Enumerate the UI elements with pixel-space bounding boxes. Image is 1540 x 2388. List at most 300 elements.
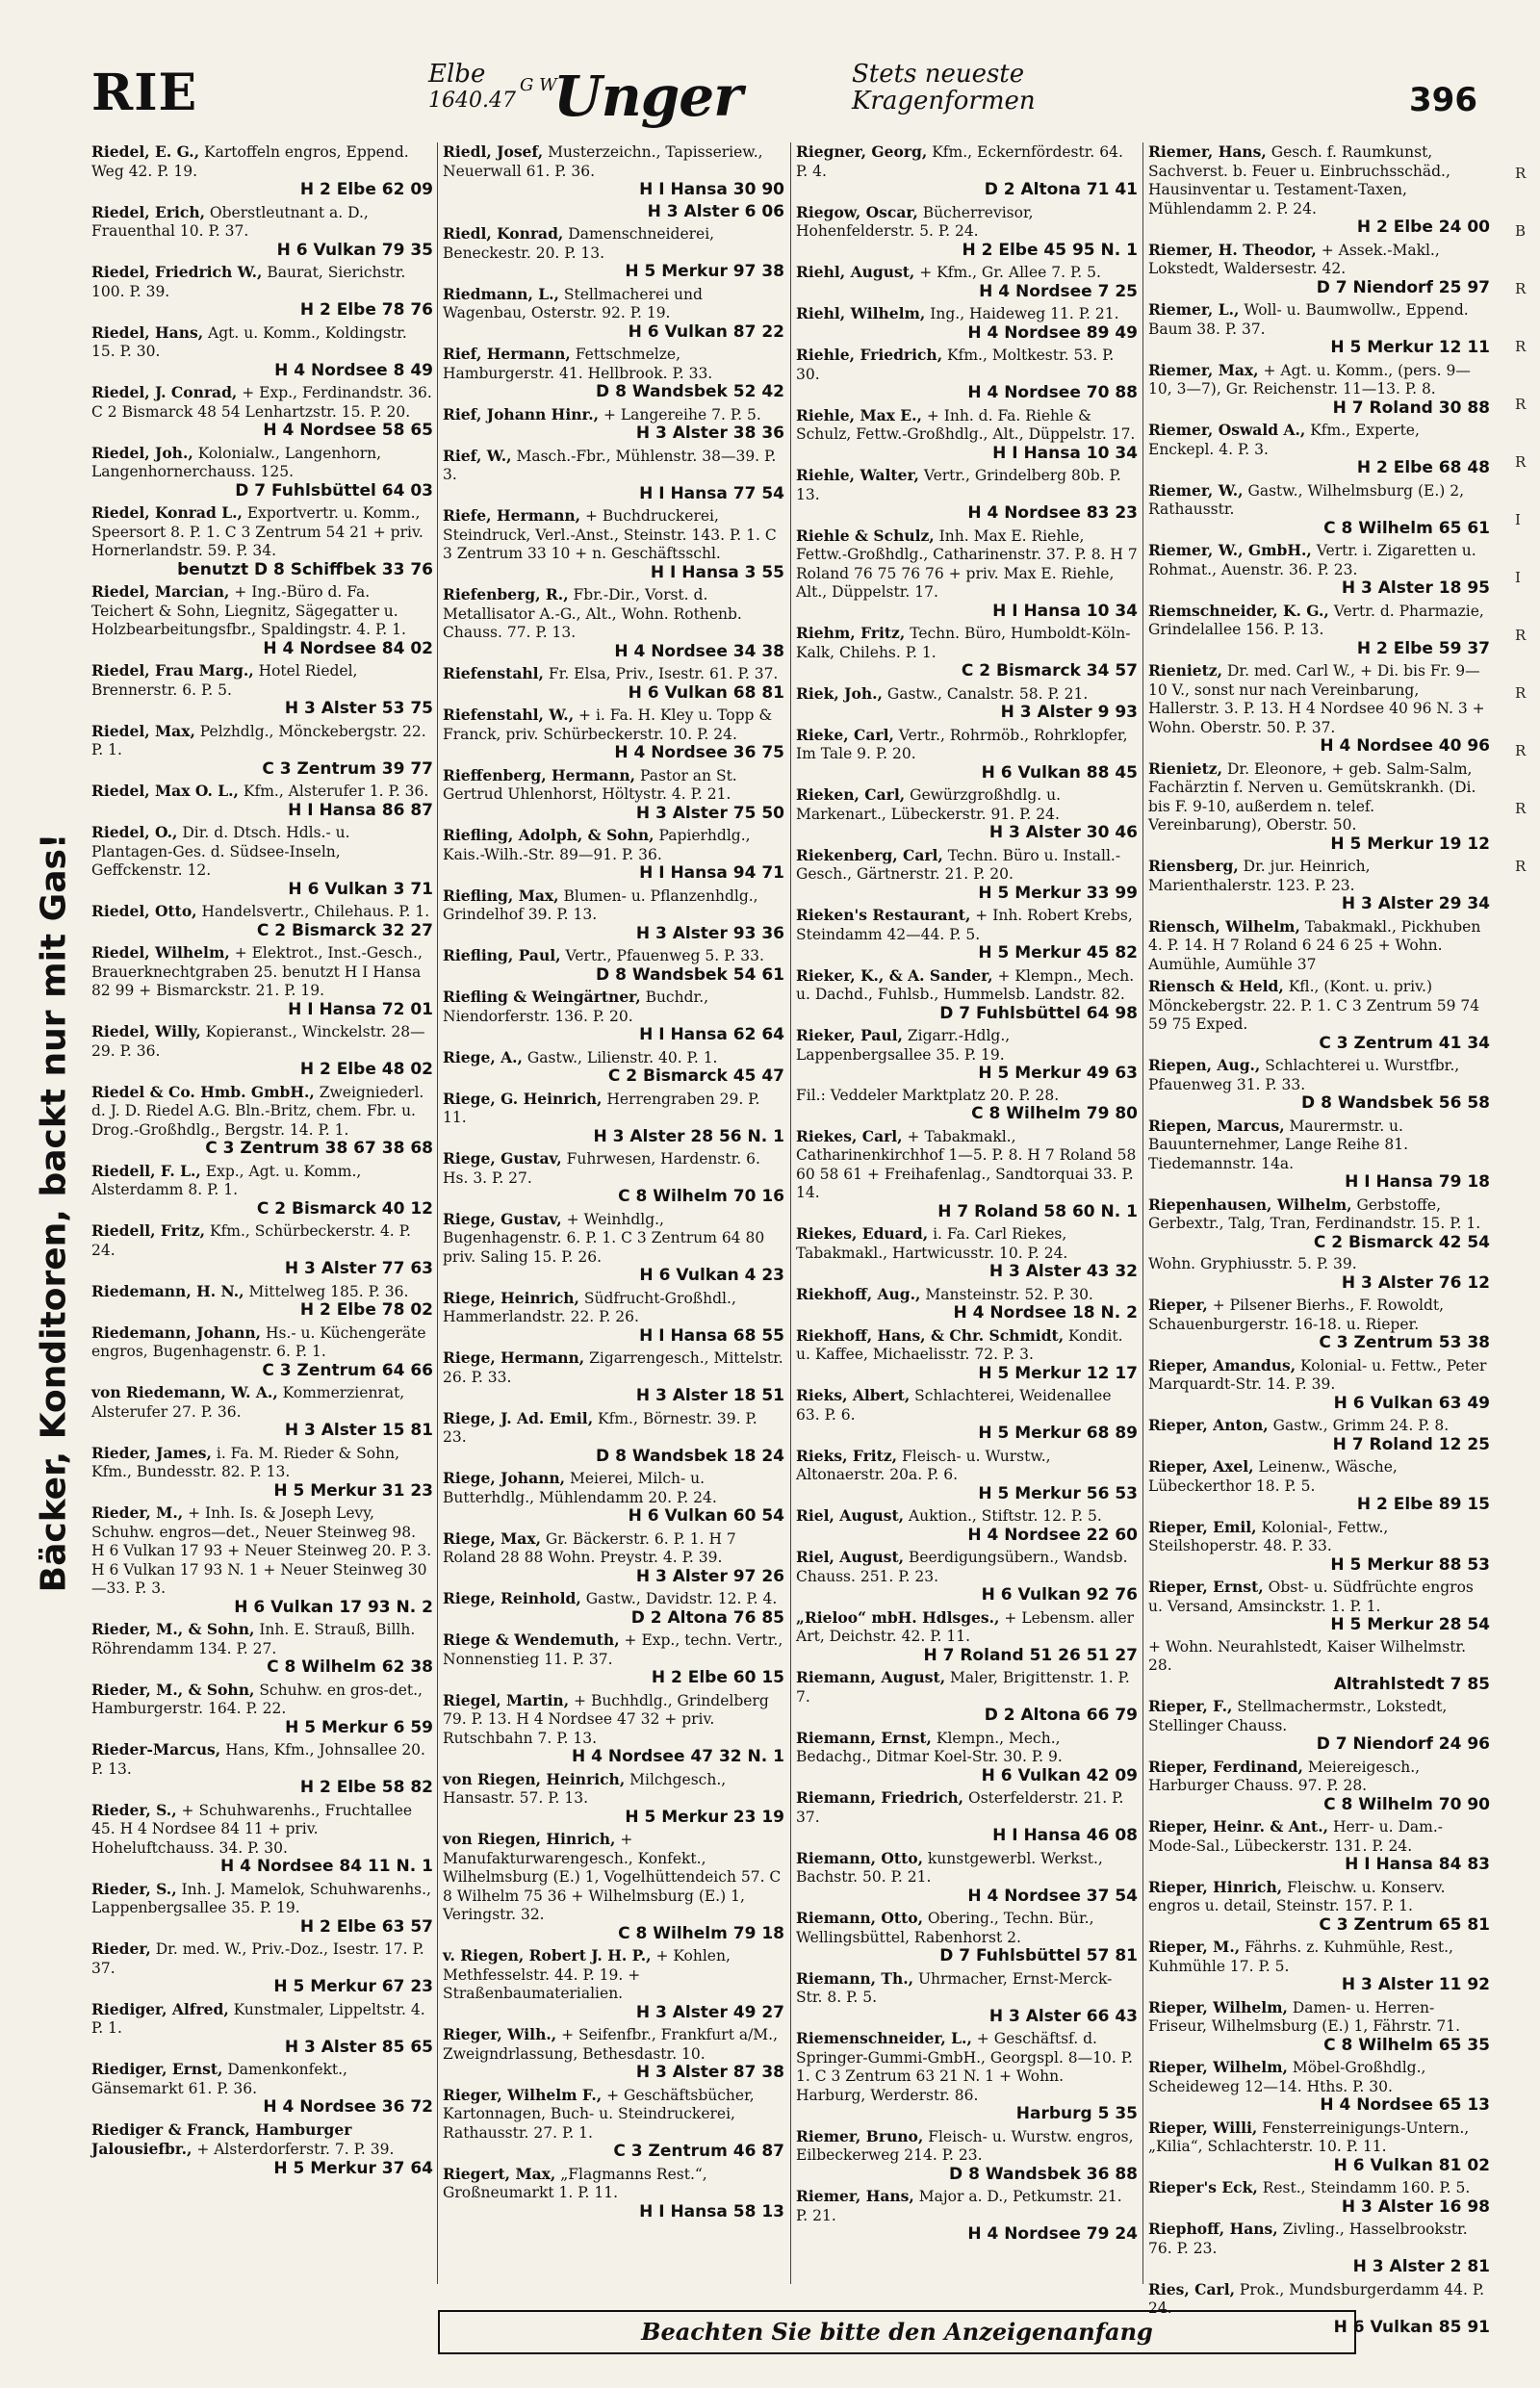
entry-phone: H 4 Nordsee 47 32 N. 1: [571, 1747, 784, 1766]
directory-entry: [796, 1127, 1138, 1222]
entry-details: Gastw., Wilhelmsburg (E.) 2, Rathausstr.: [1148, 481, 1465, 518]
entry-phone: C 3 Zentrum 46 87: [613, 2142, 784, 2161]
entry-phone: H 3 Alster 76 12: [1341, 1272, 1490, 1293]
entry-phone: H 2 Elbe 63 57: [299, 1916, 433, 1937]
directory-entry: [443, 2165, 784, 2222]
entry-name: Riedel, E. G.,: [91, 142, 200, 161]
entry-phone: H 6 Vulkan 4 23: [639, 1266, 784, 1285]
entry-details: Papierhdlg., Kais.-Wilh.-Str. 89—91. P. 36.: [443, 827, 751, 863]
entry-name: Riedel, Willy,: [91, 1022, 201, 1040]
directory-entry: [91, 323, 433, 381]
directory-entry: [443, 886, 784, 944]
directory-entry: [443, 1409, 784, 1467]
directory-entry: [796, 1026, 1138, 1084]
entry-name: Riege, J. Ad. Emil,: [443, 1408, 594, 1427]
entry-phone: H 6 Vulkan 88 45: [981, 762, 1138, 783]
entry-phone: H I Hansa 10 34: [992, 443, 1138, 463]
directory-entry: [796, 1224, 1138, 1282]
entry-name: Riedl, Konrad,: [443, 224, 564, 243]
entry-name: Riege, A.,: [443, 1047, 523, 1066]
entry-name: Riepenhausen, Wilhelm,: [1148, 1194, 1352, 1214]
entry-details: + Agt. u. Komm., (pers. 9—10, 3—7), Gr. Reichenstr. 11—13. P. 8.: [1148, 361, 1471, 398]
edge-letter: R: [1515, 800, 1527, 817]
directory-entry: [91, 1681, 433, 1738]
entry-phone: D 8 Wandsbek 36 88: [949, 2164, 1138, 2184]
entry-phone: H 3 Alster 38 36: [635, 424, 784, 443]
entry-details: + Weinhdlg., Bugenhagenstr. 6. P. 1. C 3 Zentrum 64 80 priv. Saling 15. P. 26.: [443, 1210, 765, 1266]
entry-phone: C 2 Bismarck 40 12: [256, 1198, 433, 1219]
entry-details: Inh. E. Strauß, Billh. Röhrendamm 134. P. 27.: [91, 1621, 416, 1657]
entry-name: Rieder,: [91, 1939, 151, 1958]
entry-details: + Pilsener Bierhs., F. Rowoldt, Schauenburgerstr. 16-18. u. Rieper.: [1148, 1297, 1445, 1333]
entry-name: Riehle, Walter,: [796, 466, 919, 484]
entry-phone: H I Hansa 94 71: [639, 863, 784, 883]
entry-name: Riege & Wendemuth,: [443, 1631, 620, 1649]
column-4: [1148, 142, 1490, 2337]
entry-name: von Riedemann, W. A.,: [91, 1383, 278, 1401]
directory-entry: [1148, 1416, 1490, 1454]
directory-entry: [796, 466, 1138, 524]
entry-details: Gewürzgroßhdlg. u. Markenart., Lübeckerstr. 91. P. 24.: [796, 786, 1062, 823]
entry-phone: C 8 Wilhelm 65 61: [1323, 518, 1490, 538]
entry-details: Meierei, Milch- u. Butterhdlg., Mühlendamm 20. P. 24.: [443, 1470, 717, 1506]
entry-details: Stellmachermstr., Lokstedt, Stellinger Chauss.: [1148, 1698, 1448, 1734]
column-3: [796, 142, 1138, 2284]
directory-entry: [91, 2000, 433, 2058]
entry-phone: H 3 Alster 97 26: [635, 1566, 784, 1586]
entry-name: Riediger, Alfred,: [91, 1999, 229, 2018]
entry-phone: H I Hansa 77 54: [639, 483, 784, 503]
entry-phone: H 4 Nordsee 70 88: [967, 383, 1138, 402]
entry-name: Rieper, Anton,: [1148, 1416, 1269, 1434]
entry-phone: H 5 Merkur 88 53: [1330, 1554, 1490, 1575]
entry-details: Baurat, Sierichstr. 100. P. 39.: [91, 264, 406, 300]
entry-details: Fil.: Veddeler Marktplatz 20. P. 28.: [796, 1086, 1060, 1104]
directory-entry: [1148, 1817, 1490, 1875]
directory-entry: [1148, 759, 1490, 855]
directory-entry: [91, 1383, 433, 1441]
entry-name: Riedel, Marcian,: [91, 582, 230, 601]
entry-name: Rieks, Fritz,: [796, 1446, 898, 1465]
entry-name: Rieken, Carl,: [796, 785, 906, 804]
entry-details: Kolonial-, Fettw., Steilshoperstr. 48. P. 33.: [1148, 1518, 1389, 1554]
directory-entry: [796, 1729, 1138, 1786]
entry-phone: H 5 Merkur 12 17: [978, 1363, 1138, 1383]
directory-entry: [796, 846, 1138, 904]
entry-details: + i. Fa. H. Kley u. Topp & Franck, priv. Schürbeckerstr. 10. P. 24.: [443, 706, 773, 743]
entry-phone: H 3 Alster 6 06: [647, 201, 784, 221]
entry-name: Riemann, Ernst,: [796, 1728, 932, 1747]
entry-phone: H 3 Alster 28 56 N. 1: [593, 1126, 784, 1146]
entry-phone: H 4 Nordsee 18 N. 2: [953, 1303, 1138, 1322]
entry-details: Buchdr., Niendorferstr. 136. P. 20.: [443, 989, 709, 1025]
entry-name: Riefling, Max,: [443, 886, 559, 905]
entry-details: Kfl., (Kont. u. priv.) Mönckebergstr. 22. P. 1. C 3 Zentrum 59 74 59 75 Exped.: [1148, 978, 1480, 1033]
page-header: [91, 60, 1477, 137]
entry-details: + Kfm., Gr. Allee 7. P. 5.: [919, 264, 1101, 281]
edge-letter: R: [1515, 684, 1527, 702]
entry-name: Rieffenberg, Hermann,: [443, 765, 636, 784]
directory-entry: [443, 142, 784, 200]
entry-name: Riemer, W.,: [1148, 480, 1244, 500]
footer-notice: Beachten Sie bitte den Anzeigenanfang: [438, 2310, 1356, 2354]
entry-details: Woll- u. Baumwollw., Eppend. Baum 38. P. 37.: [1148, 301, 1469, 338]
directory-entry: [1148, 857, 1490, 914]
entry-name: von Riegen, Hinrich,: [443, 1830, 616, 1848]
entry-name: Riefling & Weingärtner,: [443, 988, 641, 1006]
directory-entry: [1148, 361, 1490, 419]
directory-entry: [443, 1090, 784, 1147]
entry-details: Gerbstoffe, Gerbextr., Talg, Tran, Ferdinandstr. 15. P. 1.: [1148, 1195, 1481, 1232]
entry-name: „Rieloo“ mbH. Hdlsges.,: [796, 1607, 1000, 1627]
entry-name: Riedel, O.,: [91, 823, 178, 841]
entry-phone: H 5 Merkur 97 38: [625, 262, 784, 281]
entry-phone: D 7 Fuhlsbüttel 64 03: [235, 480, 433, 501]
entry-name: von Riegen, Heinrich,: [443, 1769, 626, 1788]
entry-phone: H 3 Alster 93 36: [635, 923, 784, 943]
entry-details: + Buchdruckerei, Steindruck, Verl.-Anst., Steinstr. 143. P. 1. C 3 Zentrum 33 10 + n. Geschäftsschl.: [443, 507, 777, 562]
entry-phone: H 2 Elbe 62 09: [299, 180, 433, 199]
entry-phone: H 5 Merkur 56 53: [978, 1483, 1138, 1503]
entry-phone: C 3 Zentrum 64 66: [262, 1360, 433, 1380]
directory-entry: [796, 1506, 1138, 1545]
entry-name: Riefenberg, R.,: [443, 585, 569, 603]
entry-name: Riel, August,: [796, 1506, 904, 1525]
entry-phone: H 5 Merkur 45 82: [978, 943, 1138, 963]
directory-entry: [443, 1589, 784, 1628]
entry-name: Rief, Hermann,: [443, 345, 571, 363]
directory-entry: [91, 1939, 433, 1997]
entry-name: Riemer, Oswald A.,: [1148, 421, 1306, 439]
entry-phone: benutzt D 8 Schiffbek 33 76: [177, 559, 433, 579]
entry-name: Riefenstahl,: [443, 664, 544, 682]
entry-phone: H 6 Vulkan 85 91: [1333, 2317, 1490, 2337]
entry-name: Riehl, August,: [796, 263, 915, 281]
entry-name: Riemann, Otto,: [796, 1909, 923, 1927]
entry-phone: D 2 Altona 76 85: [630, 1607, 784, 1628]
entry-details: Pastor an St. Gertrud Uhlenhorst, Höltystr. 4. P. 21.: [443, 766, 737, 803]
entry-name: Rieken's Restaurant,: [796, 906, 971, 924]
directory-entry: [1148, 421, 1490, 478]
entry-details: Zigarrengesch., Mittelstr. 26. P. 33.: [443, 1349, 783, 1386]
entry-phone: H 4 Nordsee 65 13: [1320, 2095, 1490, 2115]
directory-entry: [1148, 541, 1490, 599]
entry-details: Prok., Mundsburgerdamm 44. P. 24.: [1148, 2280, 1485, 2317]
entry-name: Riege, Heinrich,: [443, 1288, 579, 1307]
entry-phone: H 5 Merkur 31 23: [273, 1480, 433, 1501]
entry-phone: H 5 Merkur 33 99: [978, 883, 1138, 903]
entry-name: Riekes, Eduard,: [796, 1224, 929, 1243]
entry-phone: H 2 Elbe 78 76: [299, 300, 433, 320]
entry-phone: H 4 Nordsee 79 24: [967, 2224, 1138, 2244]
entry-phone: C 8 Wilhelm 70 90: [1323, 1794, 1490, 1814]
entry-name: Rieder, M., & Sohn,: [91, 1680, 255, 1699]
entry-details: Oberstleutnant a. D., Frauenthal 10. P. 37.: [91, 203, 369, 240]
entry-name: Rieger, Wilhelm F.,: [443, 2085, 603, 2104]
entry-phone: H I Hansa 3 55: [650, 562, 784, 582]
entry-name: v. Riegen, Robert J. H. P.,: [443, 1946, 652, 1964]
entry-phone: H 3 Alster 77 63: [284, 1259, 433, 1278]
directory-entry: [91, 1022, 433, 1080]
entry-name: Rief, Johann Hinr.,: [443, 404, 600, 424]
entry-details: Auktion., Stiftstr. 12. P. 5.: [908, 1507, 1102, 1525]
directory-entry: [1148, 142, 1490, 238]
entry-details: Maurermstr. u. Bauunternehmer, Lange Reihe 81. Tiedemannstr. 14a.: [1148, 1117, 1409, 1172]
directory-entry: [796, 1608, 1138, 1666]
entry-phone: C 8 Wilhelm 79 18: [618, 1923, 784, 1943]
entry-phone: H 6 Vulkan 60 54: [628, 1506, 784, 1526]
entry-phone: H 4 Nordsee 58 65: [263, 421, 433, 440]
directory-entry: [91, 1444, 433, 1502]
right-edge-fragments: [1515, 144, 1536, 1348]
directory-entry: [91, 902, 433, 940]
entry-details: Gastw., Grimm 24. P. 8.: [1272, 1417, 1450, 1434]
directory-entry: [796, 624, 1138, 681]
entry-name: Rieper's Eck,: [1148, 2178, 1258, 2196]
entry-name: Riege, Gustav,: [443, 1149, 562, 1168]
entry-phone: Harburg 5 35: [1015, 2104, 1138, 2123]
entry-details: Damenschneiderei, Beneckestr. 20. P. 13.: [443, 225, 715, 262]
entry-phone: H 7 Roland 58 60 N. 1: [937, 1201, 1138, 1221]
entry-name: Rieder, S.,: [91, 1800, 177, 1819]
directory-entry: [796, 2187, 1138, 2245]
directory-entry: [796, 684, 1138, 723]
entry-name: Riege, Johann,: [443, 1469, 566, 1487]
directory-entry: [796, 346, 1138, 403]
entry-name: Riensch & Held,: [1148, 977, 1284, 995]
entry-details: + Klempn., Mech. u. Dachd., Fuhlsb., Hummelsb. Landstr. 82.: [796, 966, 1135, 1003]
entry-phone: D 2 Altona 71 41: [984, 180, 1138, 199]
entry-name: Riemann, Otto,: [796, 1848, 923, 1867]
directory-entry: [796, 1386, 1138, 1444]
entry-details: Kunstmaler, Lippeltstr. 4. P. 1.: [91, 2000, 425, 2037]
directory-entry: [796, 2029, 1138, 2124]
directory-entry: [1148, 1457, 1490, 1515]
entry-name: Rieper, Wilhelm,: [1148, 1997, 1288, 2016]
entry-details: + Elektrot., Inst.-Gesch., Brauerknechtgraben 25. benutzt H I Hansa 82 99 + Bismarckstr. 21. P. 19.: [91, 944, 423, 999]
directory-entry: [796, 1668, 1138, 1726]
entry-details: Kfm., Börnestr. 39. P. 23.: [443, 1409, 757, 1446]
directory-entry: [91, 1282, 433, 1321]
entry-details: + Kohlen, Methfesselstr. 44. P. 19. + Straßenbaumaterialien.: [443, 1947, 731, 2002]
directory-entry: [1148, 661, 1490, 757]
ad-left-top: Elbe: [428, 60, 486, 89]
ad-left-bottom: 1640.47: [428, 89, 516, 113]
entry-phone: C 8 Wilhelm 79 80: [971, 1104, 1138, 1123]
entry-name: Rieder, James,: [91, 1443, 212, 1462]
directory-entry: [796, 406, 1138, 464]
entry-phone: D 7 Niendorf 24 96: [1316, 1734, 1490, 1754]
entry-details: Vertr. d. Pharmazie, Grindelallee 156. P. 13.: [1148, 602, 1484, 638]
entry-phone: H 5 Merkur 68 89: [978, 1424, 1138, 1443]
entry-name: Riepen, Aug.,: [1148, 1056, 1261, 1074]
directory-entry: [91, 142, 433, 200]
entry-phone: H 6 Vulkan 63 49: [1333, 1393, 1490, 1413]
entry-details: Fleisch- u. Wurstw. engros, Eilbeckerweg 214. P. 23.: [796, 2127, 1134, 2164]
entry-details: + Inh. Is. & Joseph Levy, Schuhw. engros—det., Neuer Steinweg 98. H 6 Vulkan 17 93 + Neuer Steinweg 20. P. 3. H 6 Vulkan 17 93 N. 1 + Neuer Steinweg 30—33. P. 3.: [91, 1504, 432, 1597]
entry-phone: D 8 Wandsbek 56 58: [1301, 1093, 1490, 1113]
entry-phone: H 6 Vulkan 68 81: [628, 682, 784, 703]
directory-entry: [443, 447, 784, 504]
directory-entry: [443, 585, 784, 661]
entry-details: Beerdigungsübern., Wandsb. Chauss. 251. P. 23.: [796, 1549, 1128, 1585]
entry-details: Techn. Büro u. Install.-Gesch., Gärtnerstr. 21. P. 20.: [796, 846, 1121, 883]
entry-details: Kfm., Experte, Enckepl. 4. P. 3.: [1148, 422, 1420, 458]
entry-name: Rieper, Wilhelm,: [1148, 2058, 1288, 2076]
entry-details: Herrengraben 29. P. 11.: [443, 1090, 760, 1126]
directory-entry: [796, 2127, 1138, 2185]
entry-phone: C 8 Wilhelm 70 16: [618, 1187, 784, 1206]
entry-details: Fbr.-Dir., Vorst. d. Metallisator A.-G., Alt., Wohn. Rothenb. Chauss. 77. P. 13.: [443, 586, 742, 641]
entry-name: Riedel, Frau Marg.,: [91, 661, 254, 680]
directory-entry: [796, 1447, 1138, 1504]
entry-details: + Langereihe 7. P. 5.: [603, 405, 761, 424]
entry-details: Kopieranst., Winckelstr. 28—29. P. 36.: [91, 1023, 425, 1060]
directory-entry: [1148, 1296, 1490, 1353]
entry-phone: H 5 Merkur 12 11: [1330, 338, 1490, 357]
entry-details: Bücherrevisor, Hohenfelderstr. 5. P. 24.: [796, 203, 1034, 240]
directory-entry: [443, 345, 784, 402]
entry-details: Milchgesch., Hansastr. 57. P. 13.: [443, 1770, 727, 1807]
entry-phone: H 6 Vulkan 17 93 N. 2: [234, 1597, 433, 1617]
entry-details: Wohn. Gryphiusstr. 5. P. 39.: [1148, 1255, 1357, 1272]
directory-entry: [796, 1849, 1138, 1907]
entry-phone: H I Hansa 84 83: [1345, 1855, 1490, 1874]
entry-phone: Altrahlstedt 7 85: [1333, 1674, 1490, 1694]
entry-phone: C 3 Zentrum 53 38: [1319, 1333, 1490, 1352]
entry-name: Riedel, Max,: [91, 721, 195, 740]
directory-entry: [443, 1048, 784, 1087]
directory-entry: [1148, 1117, 1490, 1193]
directory-entry: [796, 1788, 1138, 1846]
entry-name: Riege, Hermann,: [443, 1348, 585, 1367]
entry-name: Riege, G. Heinrich,: [443, 1089, 603, 1108]
directory-entry: [443, 1946, 784, 2022]
entry-details: Kondit. u. Kaffee, Michaelisstr. 72. P. 3.: [796, 1326, 1123, 1363]
entry-details: i. Fa. M. Rieder & Sohn, Kfm., Bundesstr. 82. P. 13.: [91, 1444, 400, 1480]
ad-right-bottom: Kragenformen: [852, 87, 1036, 116]
entry-phone: H 6 Vulkan 79 35: [276, 240, 433, 260]
entry-name: Riedemann, Johann,: [91, 1322, 262, 1342]
entry-phone: H 6 Vulkan 42 09: [981, 1765, 1138, 1785]
entry-name: Riemer, Bruno,: [796, 2126, 924, 2145]
entry-name: Riegert, Max,: [443, 2164, 556, 2183]
entry-phone: H 5 Merkur 19 12: [1330, 834, 1490, 854]
page-number: 396: [1409, 81, 1477, 119]
entry-details: Major a. D., Petkumstr. 21. P. 21.: [796, 2188, 1122, 2224]
entry-details: Dr. jur. Heinrich, Marienthalerstr. 123. P. 23.: [1148, 858, 1371, 894]
entry-details: + Manufakturwarengesch., Konfekt., Wilhelmsburg (E.) 1, Vogelhüttendeich 57. C 8 Wilhelm 75 36 + Wilhelmsburg (E.) 1, Veringstr. 32.: [443, 1831, 782, 1923]
side-advertisement: [27, 789, 81, 1636]
directory-entry: [91, 1620, 433, 1678]
entry-details: Gesch. f. Raumkunst, Sachverst. b. Feuer u. Einbruchsschäd., Hausinventar u. Testament-Taxen, Mühlendamm 2. P. 24.: [1148, 143, 1450, 218]
entry-details: Gastw., Canalstr. 58. P. 21.: [886, 684, 1089, 703]
entry-name: Riekes, Carl,: [796, 1126, 903, 1145]
entry-name: Rieper, M.,: [1148, 1938, 1241, 1956]
entry-phone: H 3 Alster 18 95: [1341, 578, 1490, 598]
entry-phone: H 5 Merkur 23 19: [625, 1807, 784, 1827]
entry-name: Riedl, Josef,: [443, 142, 544, 161]
directory-entry: [1148, 1998, 1490, 2056]
directory-entry: [443, 1469, 784, 1527]
entry-details: Masch.-Fbr., Mühlenstr. 38—39. P. 3.: [443, 447, 777, 483]
ad-small-letters: G W: [520, 75, 557, 95]
directory-entry: [1148, 1255, 1490, 1293]
directory-entry: [91, 1740, 433, 1798]
directory-entry: [1148, 300, 1490, 358]
directory-entry: [443, 506, 784, 582]
entry-name: Riedel, J. Conrad,: [91, 383, 238, 401]
entry-phone: H 4 Nordsee 36 75: [614, 743, 784, 762]
entry-details: + Inh. Robert Krebs, Steindamm 42—44. P. 5.: [796, 907, 1133, 943]
entry-name: Rieger, Wilh.,: [443, 2025, 557, 2043]
directory-entry: [443, 664, 784, 703]
entry-phone: H 4 Nordsee 8 49: [274, 360, 433, 380]
entry-phone: H 3 Alster 9 93: [1000, 703, 1138, 722]
entry-details: Obst- u. Südfrüchte engros u. Versand, Amsinckstr. 1. P. 1.: [1148, 1579, 1474, 1615]
entry-name: Riedel, Friedrich W.,: [91, 263, 263, 281]
directory-entry: [91, 1221, 433, 1279]
section-heading: RIE: [91, 64, 198, 122]
directory-entry: [1148, 1518, 1490, 1576]
entry-name: Riefe, Hermann,: [443, 506, 581, 525]
entry-details: Dr. med. W., Priv.-Doz., Isestr. 17. P. 37.: [91, 1940, 424, 1977]
edge-letter: R: [1515, 742, 1527, 759]
entry-details: + Alsterdorferstr. 7. P. 39.: [196, 2141, 395, 2158]
entry-name: Rieper, Willi,: [1148, 2118, 1258, 2137]
entry-details: Leinenw., Wäsche, Lübeckerthor 18. P. 5.: [1148, 1458, 1398, 1495]
directory-entry: [443, 1348, 784, 1406]
directory-entry: [91, 782, 433, 820]
directory-entry: [443, 1289, 784, 1347]
entry-phone: H 3 Alster 29 34: [1341, 894, 1490, 913]
entry-phone: D 2 Altona 66 79: [984, 1706, 1138, 1725]
entry-name: Riege, Max,: [443, 1528, 541, 1548]
directory-entry: [443, 224, 784, 282]
entry-name: Riege, Gustav,: [443, 1209, 562, 1228]
entry-name: Rieder-Marcus,: [91, 1740, 221, 1759]
entry-name: Riedemann, H. N.,: [91, 1281, 244, 1300]
entry-details: Kolonial- u. Fettw., Peter Marquardt-Str. 14. P. 39.: [1148, 1356, 1487, 1393]
entry-phone: H I Hansa 46 08: [992, 1826, 1138, 1845]
entry-name: Riehle, Friedrich,: [796, 346, 943, 364]
entry-phone: D 7 Fuhlsbüttel 57 81: [939, 1946, 1138, 1965]
entry-name: Riensch, Wilhelm,: [1148, 916, 1300, 936]
entry-details: + Lebensm. aller Art, Deichstr. 42. P. 11.: [796, 1608, 1135, 1645]
entry-details: Fleischw. u. Konserv. engros u. detail, Steinstr. 157. P. 1.: [1148, 1878, 1446, 1914]
directory-entry: [1148, 2220, 1490, 2277]
directory-entry: [796, 785, 1138, 843]
column-2: [443, 142, 784, 2284]
entry-details: Südfrucht-Großhdl., Hammerlandstr. 22. P. 26.: [443, 1289, 736, 1325]
entry-name: Rieper, Ferdinand,: [1148, 1757, 1303, 1776]
entry-name: Riensberg,: [1148, 857, 1239, 875]
directory-entry: [1148, 241, 1490, 298]
directory-entry: [91, 1323, 433, 1381]
edge-letter: R: [1515, 396, 1527, 413]
entry-phone: H 2 Elbe 45 95 N. 1: [962, 240, 1138, 260]
entry-name: Rieke, Carl,: [796, 725, 894, 744]
edge-letter: R: [1515, 453, 1527, 471]
directory-entry: [443, 2086, 784, 2162]
entry-details: Vertr., Grindelberg 80b. P. 13.: [796, 467, 1121, 503]
edge-letter: R: [1515, 627, 1527, 644]
entry-details: Gastw., Lilienstr. 40. P. 1.: [526, 1048, 718, 1066]
entry-phone: H 4 Nordsee 37 54: [967, 1886, 1138, 1906]
directory-entry: [443, 285, 784, 343]
entry-name: Riemann, Th.,: [796, 1968, 914, 1988]
entry-details: Gr. Bäckerstr. 6. P. 1. H 7 Roland 28 88 Wohn. Preystr. 4. P. 39.: [443, 1529, 736, 1566]
